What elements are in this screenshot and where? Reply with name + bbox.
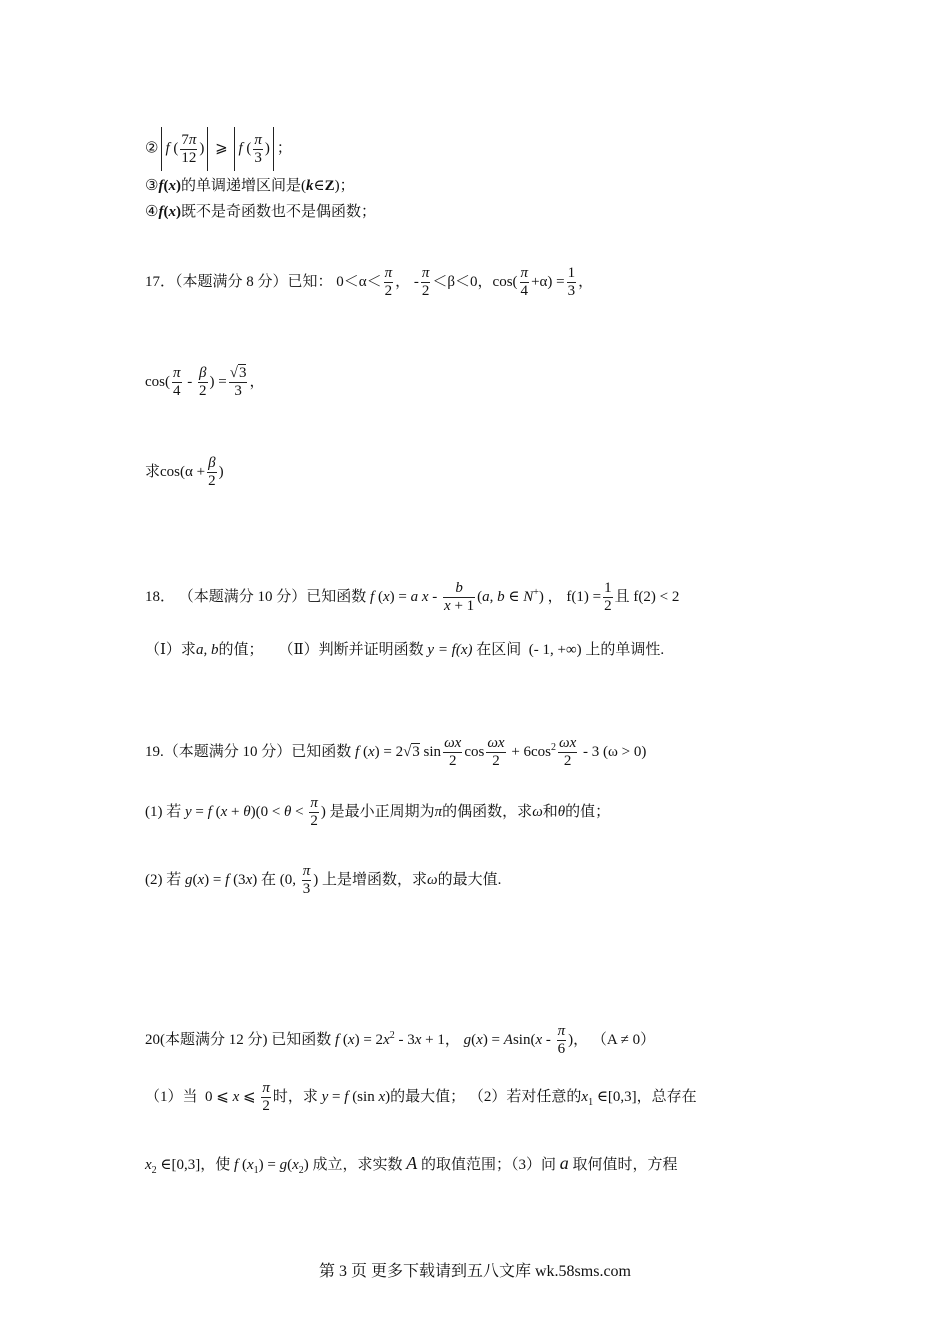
question-17-line-2: cos( $\frac{\pi}{4}$ - $\frac{\beta}{2}$ ) = $\frac{√3}{3}$ ， bbox=[145, 365, 265, 399]
item-4: ④f(x)既不是奇函数也不是偶函数； bbox=[145, 204, 376, 220]
question-19-line-1: 19.（本题满分 10 分）已知函数 f (x) = 2√3 sin $\frac{\omega x}{2}$ cos $\frac{\omega x}{2}$ + $6\cos^2$ $\frac{\omega x}{2}$ - 3 (ω > 0) bbox=[145, 735, 647, 769]
item-3: ③f(x)的单调递增区间是(k∈Z)； bbox=[145, 178, 355, 194]
item-2: ② f ( $\frac{7\pi}{12}$ ) ⩾ f ( $\frac{\pi}{3}$ ) ； bbox=[145, 127, 292, 171]
question-17-line-1: 17．（本题满分 8 分）已知： 0＜α＜ $\frac{\pi}{2}$ ， - $\frac{\pi}{2}$ ＜β＜0，cos( $\frac{\pi}{4}$ +α) = $\frac{1}{3}$ ， bbox=[145, 265, 594, 299]
question-18-line-1: 18． （本题满分 10 分）已知函数 f (x) = a x - $\frac{b}{x + 1}$ (a, b ∈ N+) ， f(1) = $\frac{1}{2}$ 且 f(2) < 2 bbox=[145, 580, 680, 614]
page-footer: 第 3 页 更多下载请到五八文库 wk.58sms.com bbox=[318, 1263, 631, 1280]
question-18-line-2: （Ⅰ）求a, b的值； （Ⅱ）判断并证明函数 y = f(x) 在区间 (- 1, +∞) 上的单调性. bbox=[145, 642, 665, 658]
question-19-part-1: (1) 若 y = f (x + θ)(0 < θ < $\frac{\pi}{2}$ ) 是最小正周期为π的偶函数，求ω和θ的值； bbox=[145, 795, 611, 829]
question-20-line-2: （1）当 0 ⩽ x ⩽ $\frac{\pi}{2}$ 时，求 y = f (sin x)的最大值； （2）若对任意的$x_1$ ∈[0,3]，总存在 bbox=[145, 1080, 697, 1114]
question-17-ask: 求cos(α + $\frac{\beta}{2}$ ) bbox=[145, 455, 224, 489]
question-20-line-3: $x_2$ ∈[0,3]，使 f $(x_1) = g(x_2)$ 成立，求实数 A 的取值范围；（3）问 a 取何值时，方程 bbox=[145, 1153, 678, 1176]
question-19-part-2: (2) 若 g(x) = f (3x) 在 (0, $\frac{\pi}{3}$ ) 上是增函数，求ω的最大值. bbox=[145, 863, 502, 897]
question-20-line-1: 20(本题满分 12 分) 已知函数 f $(x) = 2x^2 - 3x + 1$， g(x) = Asin(x - $\frac{\pi}{6}$ )， （A ≠ 0） bbox=[145, 1023, 656, 1057]
